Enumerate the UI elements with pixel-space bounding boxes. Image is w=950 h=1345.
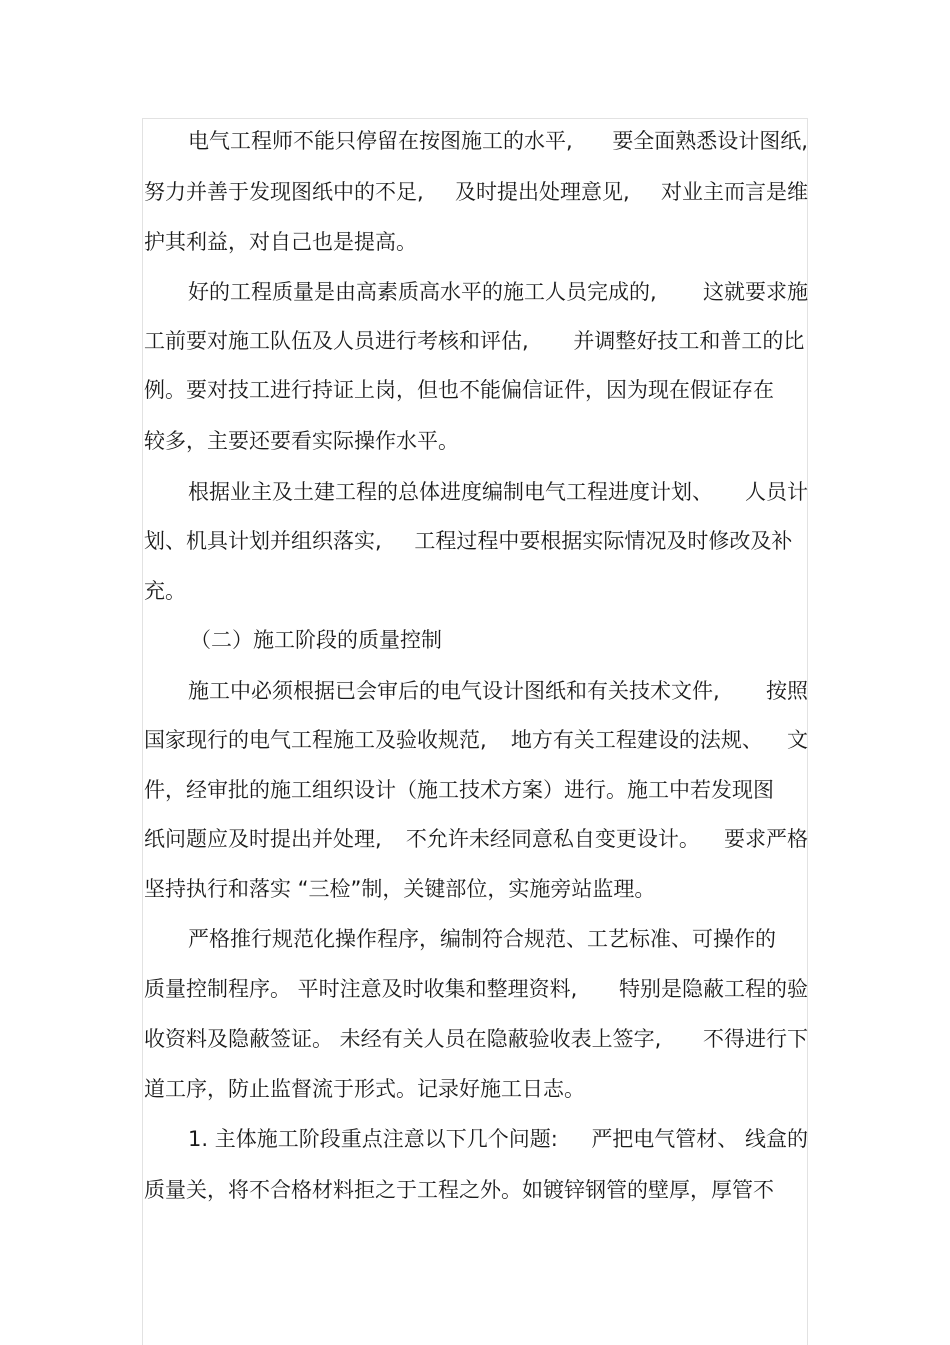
text-segment: 地方有关工程建设的法规、 xyxy=(510,728,763,752)
text-segment: 严格推行规范化操作程序，编制符合规范、工艺标准、可操作的 xyxy=(188,927,776,951)
text-segment: 较多，主要还要看实际操作水平。 xyxy=(144,429,459,453)
paragraph-2-line-3 xyxy=(144,372,808,408)
text-segment: 道工序，防止监督流于形式。记录好施工日志。 xyxy=(144,1077,585,1101)
text-segment: 要全面熟悉设计图纸, xyxy=(612,129,808,153)
text-segment: 要求严格 xyxy=(724,827,808,851)
paragraph-3-line-1 xyxy=(188,474,808,510)
text-segment: 施工中必须根据已会审后的电气设计图纸和有关技术文件, xyxy=(188,679,720,703)
paragraph-6-line-1 xyxy=(188,921,808,957)
text-segment: 划、机具计划并组织落实, xyxy=(144,529,382,553)
text-segment: 坚持执行和落实 “三检”制，关键部位，实施旁站监理。 xyxy=(144,877,656,901)
paragraph-5-line-2 xyxy=(144,722,808,758)
text-segment: 件，经审批的施工组织设计（施工技术方案）进行。施工中若发现图 xyxy=(144,778,774,802)
text-segment: 严把电气管材、 线盒的 xyxy=(591,1127,808,1151)
text-segment: 文 xyxy=(787,728,808,752)
text-segment: 特别是隐蔽工程的验 xyxy=(619,977,808,1001)
text-segment: 工程过程中要根据实际情况及时修改及补 xyxy=(414,529,793,553)
paragraph-6-line-3 xyxy=(144,1021,808,1057)
text-segment: 例。要对技工进行持证上岗，但也不能偏信证件，因为现在假证存在 xyxy=(144,378,774,402)
text-segment: 对业主而言是维 xyxy=(661,180,808,204)
paragraph-6-line-2 xyxy=(144,971,808,1007)
paragraph-7-line-1 xyxy=(188,1121,808,1157)
section-heading xyxy=(190,622,854,658)
text-segment: 质量控制程序。 平时注意及时收集和整理资料, xyxy=(144,977,578,1001)
text-segment: 纸问题应及时提出并处理, xyxy=(144,827,382,851)
text-segment: 按照 xyxy=(766,679,808,703)
paragraph-2-line-1 xyxy=(188,274,808,310)
paragraph-3-line-3 xyxy=(144,573,808,609)
text-segment: 质量关，将不合格材料拒之于工程之外。如镀锌钢管的壁厚，厚管不 xyxy=(144,1178,774,1202)
text-segment: 人员计 xyxy=(745,480,808,504)
text-segment: 这就要求施 xyxy=(703,280,808,304)
text-segment: 好的工程质量是由高素质高水平的施工人员完成的, xyxy=(188,280,657,304)
paragraph-5-line-1 xyxy=(188,673,808,709)
text-segment: 充。 xyxy=(144,579,186,603)
text-segment: 国家现行的电气工程施工及验收规范, xyxy=(144,728,487,752)
paragraph-1-line-3 xyxy=(144,224,808,260)
paragraph-5-line-3 xyxy=(144,772,808,808)
text-segment: 工前要对施工队伍及人员进行考核和评估, xyxy=(144,329,529,353)
paragraph-6-line-4 xyxy=(144,1071,808,1107)
paragraph-5-line-5 xyxy=(144,871,808,907)
text-segment: 护其利益，对自己也是提高。 xyxy=(144,230,417,254)
paragraph-3-line-2 xyxy=(144,523,808,559)
text-segment: 努力并善于发现图纸中的不足, xyxy=(144,180,424,204)
paragraph-2-line-2 xyxy=(144,323,808,359)
paragraph-1-line-2 xyxy=(144,174,808,210)
section-heading-text: （二）施工阶段的质量控制 xyxy=(190,628,442,652)
text-segment: 及时提出处理意见, xyxy=(455,180,630,204)
text-segment: 不允许未经同意私自变更设计。 xyxy=(405,827,700,851)
text-segment: 电气工程师不能只停留在按图施工的水平, xyxy=(188,129,573,153)
text-segment: 1. 主体施工阶段重点注意以下几个问题: xyxy=(188,1127,558,1151)
paragraph-5-line-4 xyxy=(144,821,808,857)
paragraph-7-line-2 xyxy=(144,1172,808,1208)
text-segment: 根据业主及土建工程的总体进度编制电气工程进度计划、 xyxy=(188,480,713,504)
text-segment: 不得进行下 xyxy=(703,1027,808,1051)
text-segment: 并调整好技工和普工的比 xyxy=(573,329,805,353)
text-segment: 收资料及隐蔽签证。 未经有关人员在隐蔽验收表上签字, xyxy=(144,1027,662,1051)
paragraph-2-line-4 xyxy=(144,423,808,459)
paragraph-1-line-1 xyxy=(188,123,808,159)
